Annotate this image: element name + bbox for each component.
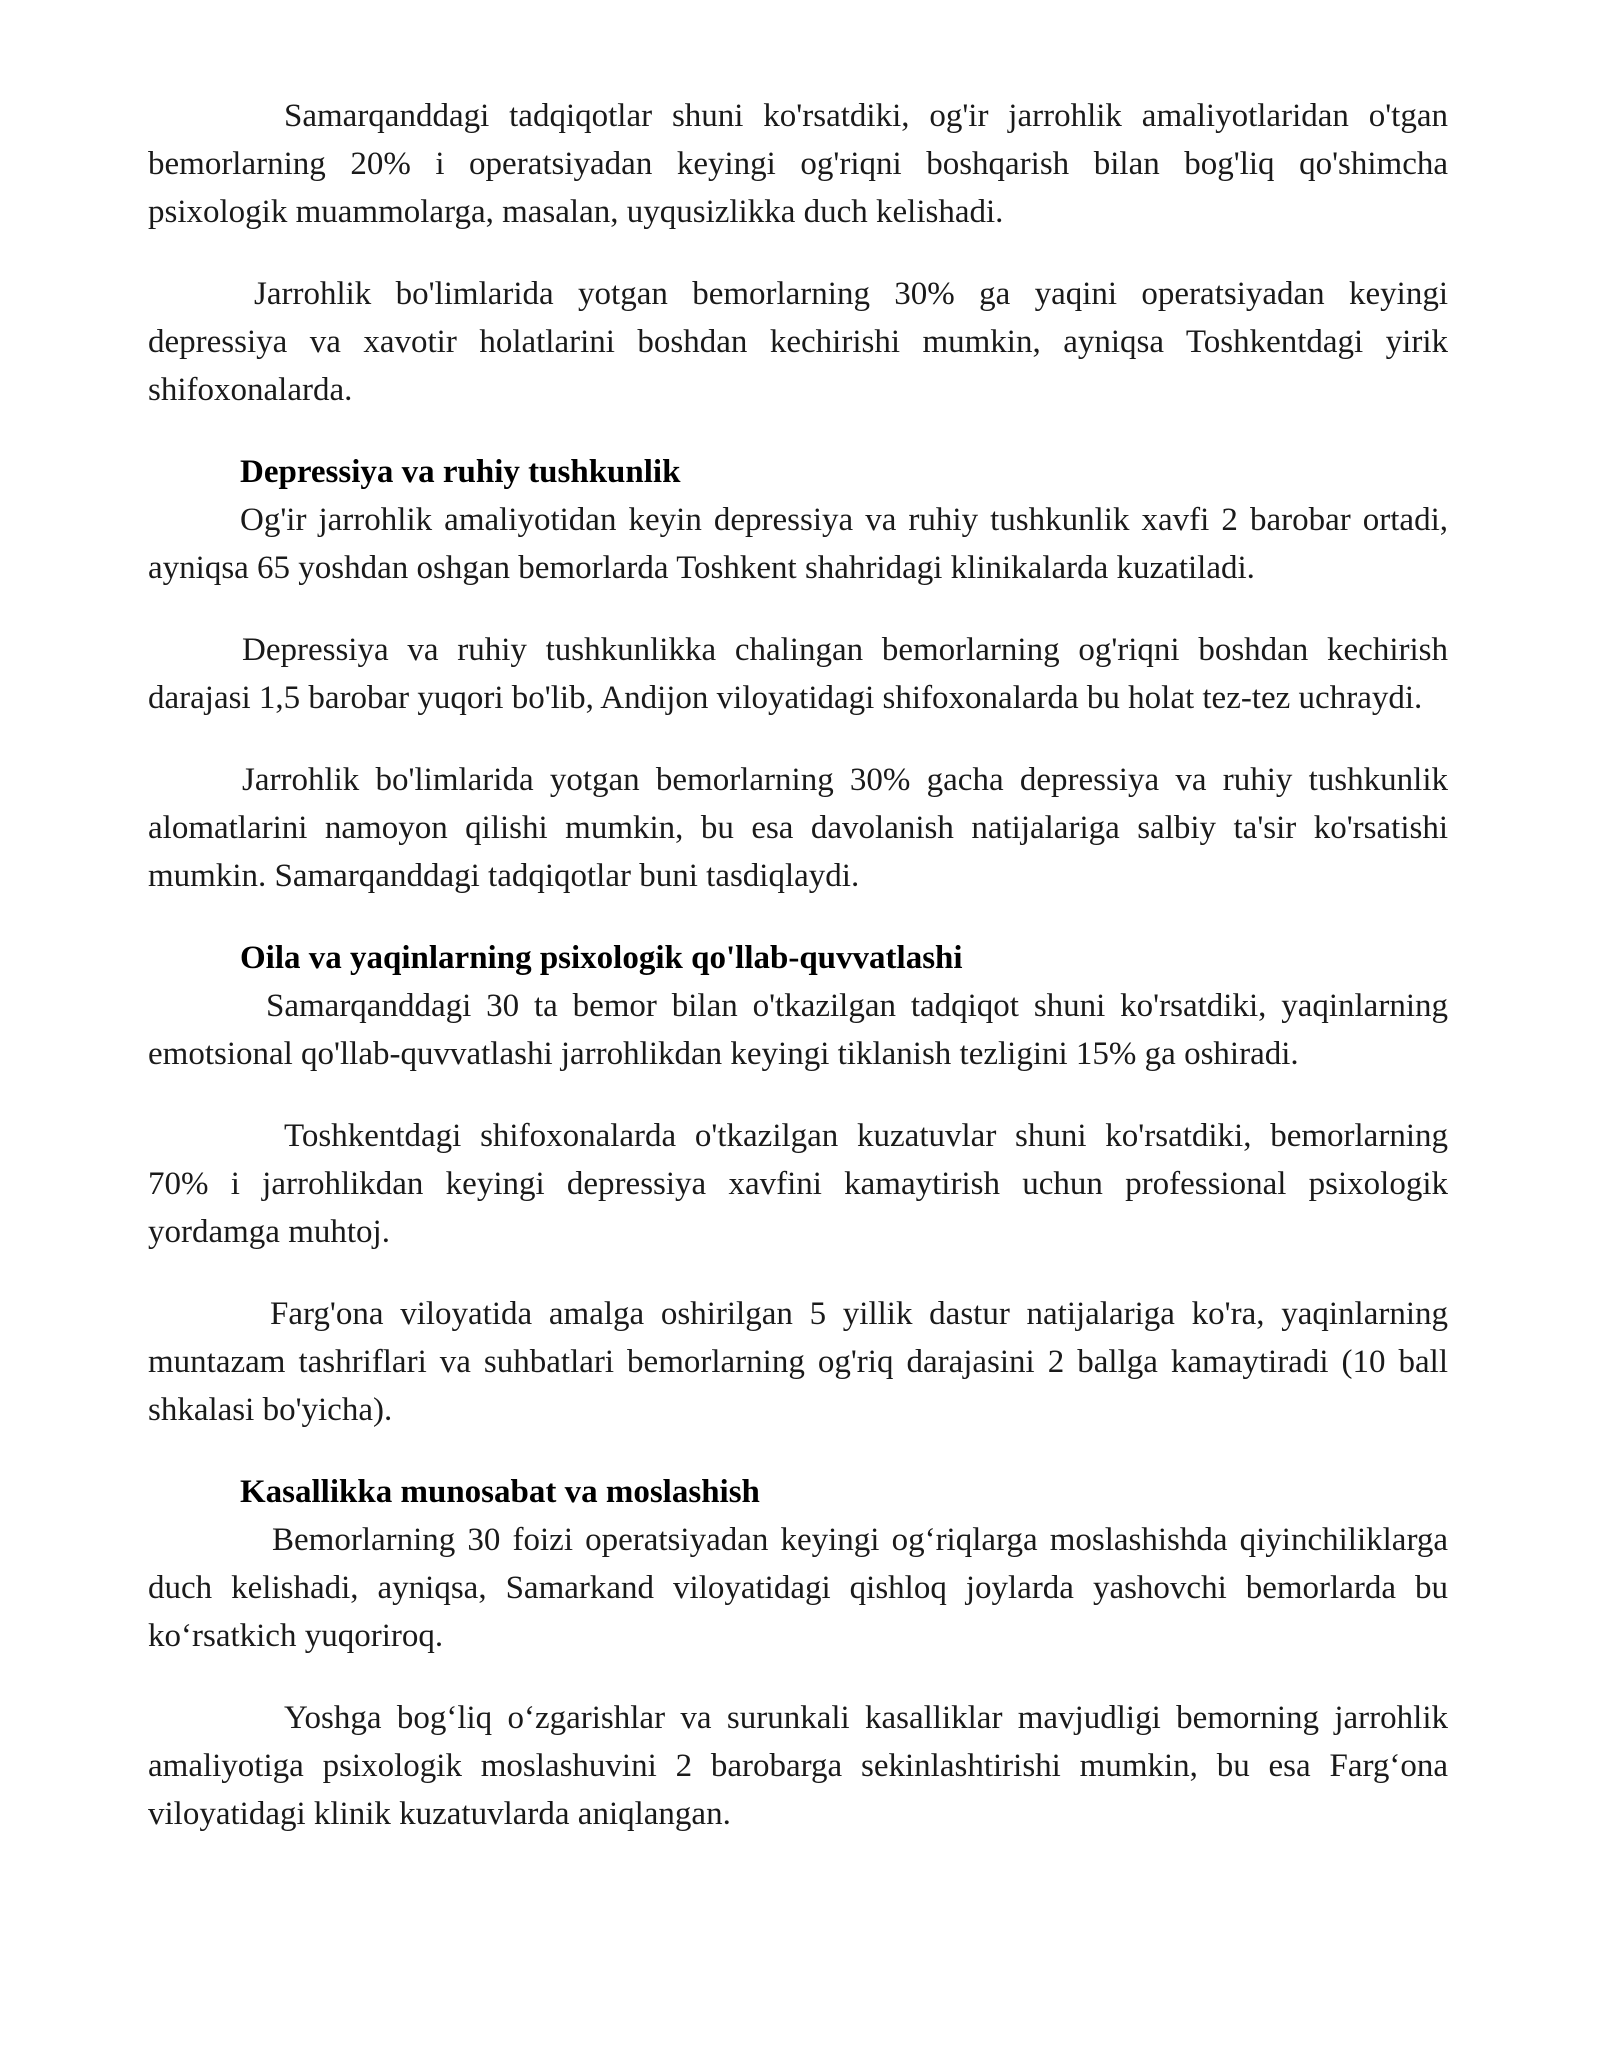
paragraph: Toshkentdagi shifoxonalarda o'tkazilgan kuzatuvlar shuni ko'rsatdiki, bemorlarning 70% i jarrohlikdan keyingi depressiya xavfini kamaytirish uchun professional psixologik yordamga muhtoj. xyxy=(148,1118,1448,1250)
paragraph: Jarrohlik bo'limlarida yotgan bemorlarning 30% gacha depressiya va ruhiy tushkunlik alomatlarini namoyon qilishi mumkin, bu esa davolanish natijalariga salbiy ta'sir ko'rsatishi mumkin. Samarqanddagi tadqiqotlar buni tasdiqlaydi. xyxy=(148,762,1448,894)
document-body xyxy=(148,92,1448,1872)
section-heading: Kasallikka munosabat va moslashish xyxy=(240,1474,760,1510)
section-first-paragraph: Og'ir jarrohlik amaliyotidan keyin depressiya va ruhiy tushkunlik xavfi 2 barobar ortadi, ayniqsa 65 yoshdan oshgan bemorlarda Toshkent shahridagi klinikalarda kuzatiladi. xyxy=(148,502,1448,586)
intro-paragraph-1: Samarqanddagi tadqiqotlar shuni ko'rsatdiki, og'ir jarrohlik amaliyotlaridan o'tgan bemorlarning 20% i operatsiyadan keyingi og'riqni boshqarish bilan bog'liq qo'shimcha psixologik muammolarga, masalan, uyqusizlikka duch kelishadi. xyxy=(148,98,1448,230)
paragraph: Depressiya va ruhiy tushkunlikka chalingan bemorlarning og'riqni boshdan kechirish darajasi 1,5 barobar yuqori bo'lib, Andijon viloyatidagi shifoxonalarda bu holat tez-tez uchraydi. xyxy=(148,632,1448,716)
section-kasallikka xyxy=(148,1468,1448,1660)
section-heading: Depressiya va ruhiy tushkunlik xyxy=(240,454,681,490)
paragraph: Farg'ona viloyatida amalga oshirilgan 5 yillik dastur natijalariga ko'ra, yaqinlarning muntazam tashriflari va suhbatlari bemorlarning og'riq darajasini 2 ballga kamaytiradi (10 ball shkalasi bo'yicha). xyxy=(148,1296,1448,1428)
section-first-paragraph: Bemorlarning 30 foizi operatsiyadan keyingi og‘riqlarga moslashishda qiyinchiliklarga duch kelishadi, ayniqsa, Samarkand viloyatidagi qishloq joylarda yashovchi bemorlarda bu ko‘rsatkich yuqoriroq. xyxy=(148,1522,1448,1654)
section-heading: Oila va yaqinlarning psixologik qo'llab-quvvatlashi xyxy=(240,940,963,976)
section-first-paragraph: Samarqanddagi 30 ta bemor bilan o'tkazilgan tadqiqot shuni ko'rsatdiki, yaqinlarning emotsional qo'llab-quvvatlashi jarrohlikdan keyingi tiklanish tezligini 15% ga oshiradi. xyxy=(148,988,1448,1072)
section-depressiya xyxy=(148,448,1448,592)
section-oila xyxy=(148,934,1448,1078)
intro-paragraph-2: Jarrohlik bo'limlarida yotgan bemorlarning 30% ga yaqini operatsiyadan keyingi depressiya va xavotir holatlarini boshdan kechirishi mumkin, ayniqsa Toshkentdagi yirik shifoxonalarda. xyxy=(148,276,1448,408)
paragraph: Yoshga bog‘liq o‘zgarishlar va surunkali kasalliklar mavjudligi bemorning jarrohlik amaliyotiga psixologik moslashuvini 2 barobarga sekinlashtirishi mumkin, bu esa Farg‘ona viloyatidagi klinik kuzatuvlarda aniqlangan. xyxy=(148,1700,1448,1832)
